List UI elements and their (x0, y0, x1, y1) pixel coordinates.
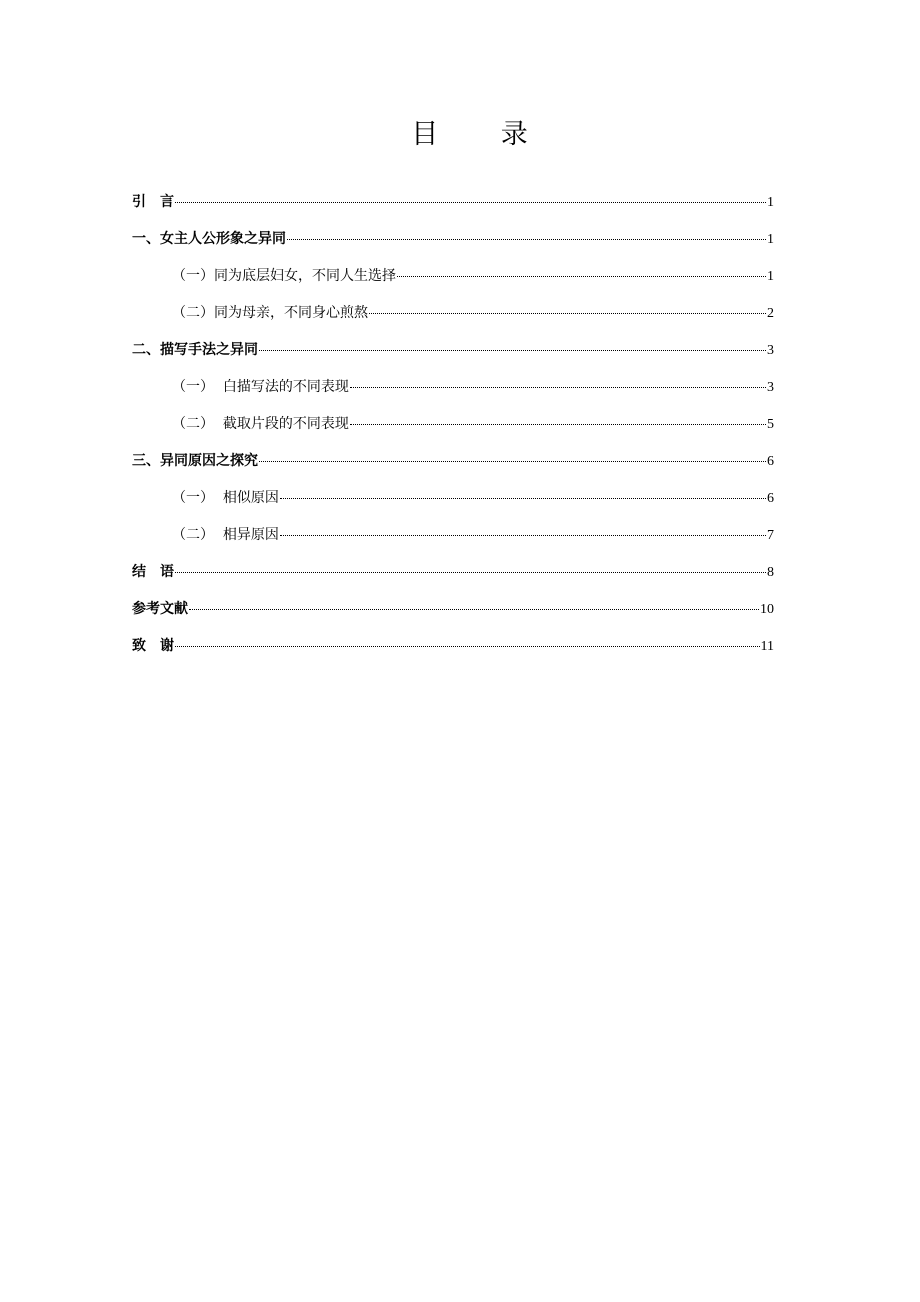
toc-entry[interactable] (132, 520, 774, 557)
toc-entry-text: （一）同为底层妇女，不同人生选择 (172, 268, 396, 284)
toc-entry[interactable] (132, 187, 774, 224)
dot-leader (259, 460, 766, 462)
toc-entry-text: 参考文献 (132, 601, 188, 617)
toc-entry[interactable] (132, 446, 774, 483)
toc-entry-text: （二） 截取片段的不同表现 (172, 416, 349, 432)
toc-entry-text: 结语 (132, 564, 188, 580)
toc-entry-text: 三、异同原因之探究 (132, 453, 258, 469)
toc-entry-text: （一） 相似原因 (172, 490, 279, 506)
dot-leader (189, 608, 759, 610)
dot-leader (287, 238, 766, 240)
toc-entry-text: （二） 相异原因 (172, 527, 279, 543)
toc-entry-page-number: 6 (767, 491, 774, 506)
table-of-contents (132, 187, 774, 668)
toc-entry-text: 致谢 (132, 638, 188, 654)
toc-entry-page-number: 5 (767, 417, 774, 432)
toc-entry-page-number: 1 (767, 232, 774, 247)
toc-entry-text: 二、描写手法之异同 (132, 342, 258, 358)
toc-entry[interactable] (132, 372, 774, 409)
toc-entry-text: （一） 白描写法的不同表现 (172, 379, 349, 395)
page-title: 目 录 (411, 119, 555, 150)
toc-entry-text: 引言 (132, 194, 188, 210)
toc-entry-page-number: 7 (767, 528, 774, 543)
toc-entry[interactable] (132, 335, 774, 372)
dot-leader (175, 645, 760, 647)
toc-entry-page-number: 11 (760, 639, 774, 654)
toc-entry-page-number: 1 (767, 195, 774, 210)
toc-entry-page-number: 6 (767, 454, 774, 469)
toc-entry-page-number: 1 (767, 269, 774, 284)
dot-leader (397, 275, 766, 277)
toc-entry-page-number: 8 (767, 565, 774, 580)
dot-leader (350, 386, 766, 388)
dot-leader (350, 423, 766, 425)
toc-entry-page-number: 3 (767, 380, 774, 395)
dot-leader (280, 497, 766, 499)
dot-leader (280, 534, 766, 536)
toc-entry-page-number: 10 (760, 602, 774, 617)
dot-leader (175, 201, 766, 203)
toc-entry[interactable] (132, 261, 774, 298)
toc-entry-text: 一、女主人公形象之异同 (132, 231, 286, 247)
toc-entry[interactable] (132, 483, 774, 520)
dot-leader (259, 349, 766, 351)
dot-leader (175, 571, 766, 573)
toc-entry[interactable] (132, 224, 774, 261)
toc-entry[interactable] (132, 409, 774, 446)
toc-entry[interactable] (132, 557, 774, 594)
toc-entry[interactable] (132, 631, 774, 668)
toc-entry[interactable] (132, 594, 774, 631)
toc-entry-page-number: 3 (767, 343, 774, 358)
dot-leader (369, 312, 766, 314)
toc-entry-text: （二）同为母亲，不同身心煎熬 (172, 305, 368, 321)
toc-entry[interactable] (132, 298, 774, 335)
toc-entry-page-number: 2 (767, 306, 774, 321)
